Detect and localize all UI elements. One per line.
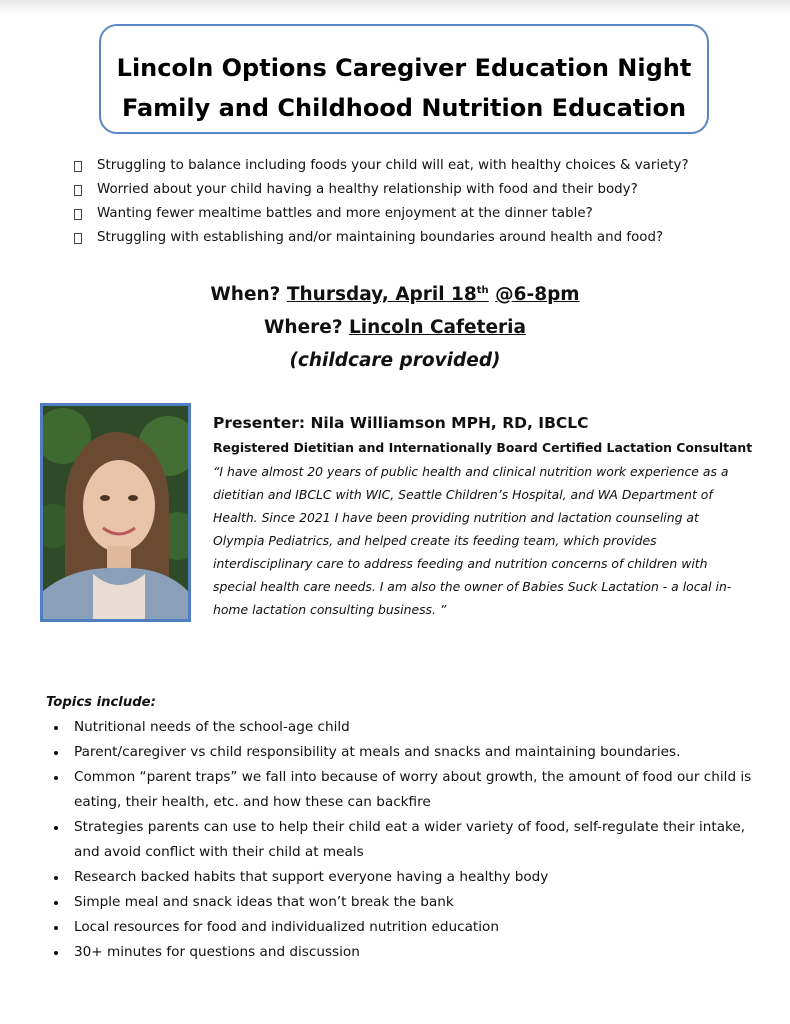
concern-item: [74, 226, 689, 250]
checkbox-glyph-icon: [74, 209, 82, 220]
topic-text: Nutritional needs of the school-age child: [74, 719, 350, 735]
topics-label: Topics include:: [46, 695, 156, 710]
topic-item: [54, 865, 754, 890]
topic-item: [54, 715, 754, 740]
topic-item: [54, 815, 754, 865]
topic-text: 30+ minutes for questions and discussion: [74, 944, 360, 960]
topic-text: Research backed habits that support everyone having a healthy body: [74, 869, 549, 885]
bullet-icon: [54, 926, 58, 930]
presenter-credentials: Registered Dietitian and Internationally Board Certified Lactation Consultant: [213, 440, 753, 455]
checkbox-glyph-icon: [74, 233, 82, 244]
bullet-icon: [54, 876, 58, 880]
topic-text: Simple meal and snack ideas that won’t break the bank: [74, 894, 454, 910]
title-line-1: Lincoln Options Caregiver Education Night: [116, 54, 692, 82]
title-box: [99, 24, 709, 134]
where-label: Where?: [264, 317, 343, 338]
bullet-icon: [54, 951, 58, 955]
topic-item: [54, 740, 754, 765]
where-line: [0, 311, 790, 344]
topic-text: Parent/caregiver vs child responsibility at meals and snacks and maintaining boundaries.: [74, 744, 681, 760]
concern-text: Worried about your child having a healthy relationship with food and their body?: [97, 182, 638, 197]
when-time: @6-8pm: [495, 284, 580, 305]
bullet-icon: [54, 826, 58, 830]
topics-list: [54, 715, 754, 965]
concern-text: Struggling to balance including foods your child will eat, with healthy choices & variety?: [97, 158, 689, 173]
event-details: [0, 278, 790, 377]
where-place: Lincoln Cafeteria: [349, 317, 526, 338]
when-date-text: Thursday, April 18: [286, 284, 477, 305]
presenter-quote: “I have almost 20 years of public health and clinical nutrition work experience as a dietitian and IBCLC with WIC, Seattle Children’s Hospital, and WA Department of Health. Since 2021 I have been providing nutrition and lactation counseling at Olympia Pediatrics, and helped create its feeding team, which provides interdisciplinary care to address feeding and nutrition concerns of children with special health care needs. I am also the owner of Babies Suck Lactation - a local in-home lactation consulting business. ”: [213, 464, 732, 617]
topic-text: Strategies parents can use to help their child eat a wider variety of food, self-regulate their intake, and avoid conflict with their child at meals: [74, 819, 746, 860]
presenter-portrait-image: [43, 406, 188, 619]
concern-item: [74, 154, 689, 178]
when-label: When?: [210, 284, 281, 305]
concern-text: Struggling with establishing and/or maintaining boundaries around health and food?: [97, 230, 664, 245]
concern-item: [74, 178, 689, 202]
topic-item: [54, 940, 754, 965]
topic-item: [54, 765, 754, 815]
topic-item: [54, 890, 754, 915]
topic-item: [54, 915, 754, 940]
concerns-list: [74, 154, 689, 250]
topic-text: Common “parent traps” we fall into because of worry about growth, the amount of food our child is eating, their health, etc. and how these can backfire: [74, 769, 752, 810]
presenter-name: Presenter: Nila Williamson MPH, RD, IBCLC: [213, 414, 589, 432]
title-line-2: Family and Childhood Nutrition Education: [121, 94, 687, 122]
concern-text: Wanting fewer mealtime battles and more enjoyment at the dinner table?: [97, 206, 593, 221]
checkbox-glyph-icon: [74, 185, 82, 196]
when-date-suffix: th: [476, 284, 489, 296]
bullet-icon: [54, 726, 58, 730]
when-line: [0, 278, 790, 311]
presenter-section: [213, 410, 753, 621]
when-date: [287, 284, 489, 305]
presenter-photo: [40, 403, 191, 622]
topic-text: Local resources for food and individualized nutrition education: [74, 919, 499, 935]
bullet-icon: [54, 901, 58, 905]
top-shade: [0, 0, 790, 14]
bullet-icon: [54, 751, 58, 755]
bullet-icon: [54, 776, 58, 780]
childcare-note: (childcare provided): [289, 350, 501, 371]
concern-item: [74, 202, 689, 226]
checkbox-glyph-icon: [74, 161, 82, 172]
